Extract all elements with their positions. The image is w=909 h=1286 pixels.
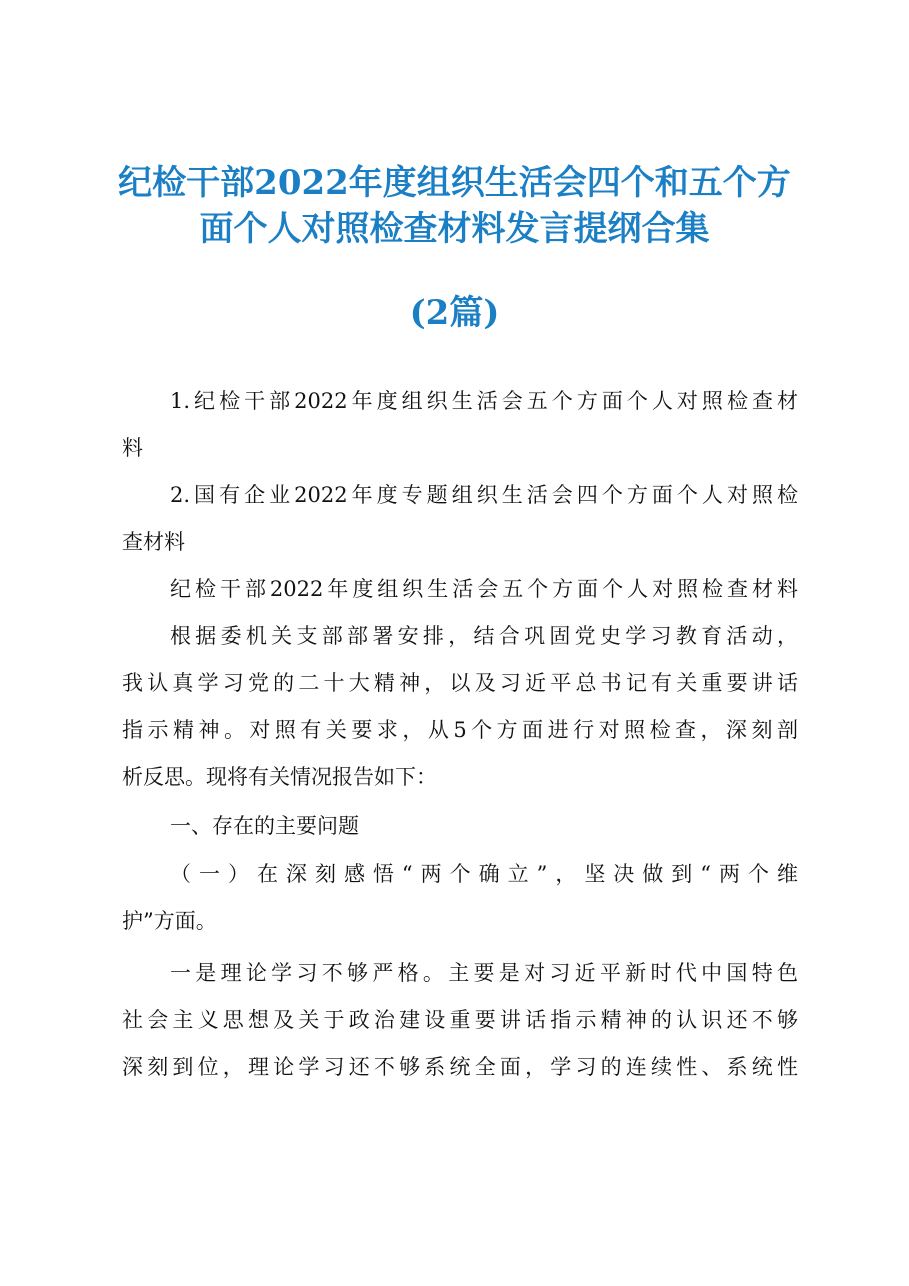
toc-item-1: 1.纪检干部2022年度组织生活会五个方面个人对照检查材 — [170, 389, 798, 413]
paragraph-line: （一）在深刻感悟“两个确立”，坚决做到“两个维 — [170, 862, 798, 886]
subheading: 一、存在的主要问题 — [170, 814, 359, 838]
toc-item-2-continued: 查材料 — [122, 530, 185, 554]
paragraph-line: 社会主义思想及关于政治建设重要讲话指示精神的认识还不够 — [122, 1008, 798, 1032]
section-heading: 纪检干部2022年度组织生活会五个方面个人对照检查材料 — [170, 577, 798, 601]
paragraph-line: 一是理论学习不够严格。主要是对习近平新时代中国特色 — [170, 961, 798, 985]
toc-item-1-continued: 料 — [122, 436, 143, 460]
document-title-count: (2篇) — [409, 293, 500, 333]
paragraph-line: 根据委机关支部部署安排，结合巩固党史学习教育活动， — [170, 624, 798, 648]
toc-item-2: 2.国有企业2022年度专题组织生活会四个方面个人对照检 — [170, 483, 798, 507]
paragraph-line: 护”方面。 — [122, 909, 217, 933]
document-title-line-1: 纪检干部2022年度组织生活会四个和五个方 — [118, 163, 791, 203]
paragraph-line: 深刻到位，理论学习还不够系统全面，学习的连续性、系统性 — [122, 1055, 798, 1079]
document-title-line-2: 面个人对照检查材料发言提纲合集 — [199, 209, 710, 249]
paragraph-line: 析反思。现将有关情况报告如下： — [122, 765, 437, 789]
paragraph-line: 指示精神。对照有关要求，从5个方面进行对照检查，深刻剖 — [122, 718, 798, 742]
paragraph-line: 我认真学习党的二十大精神，以及习近平总书记有关重要讲话 — [122, 671, 798, 695]
